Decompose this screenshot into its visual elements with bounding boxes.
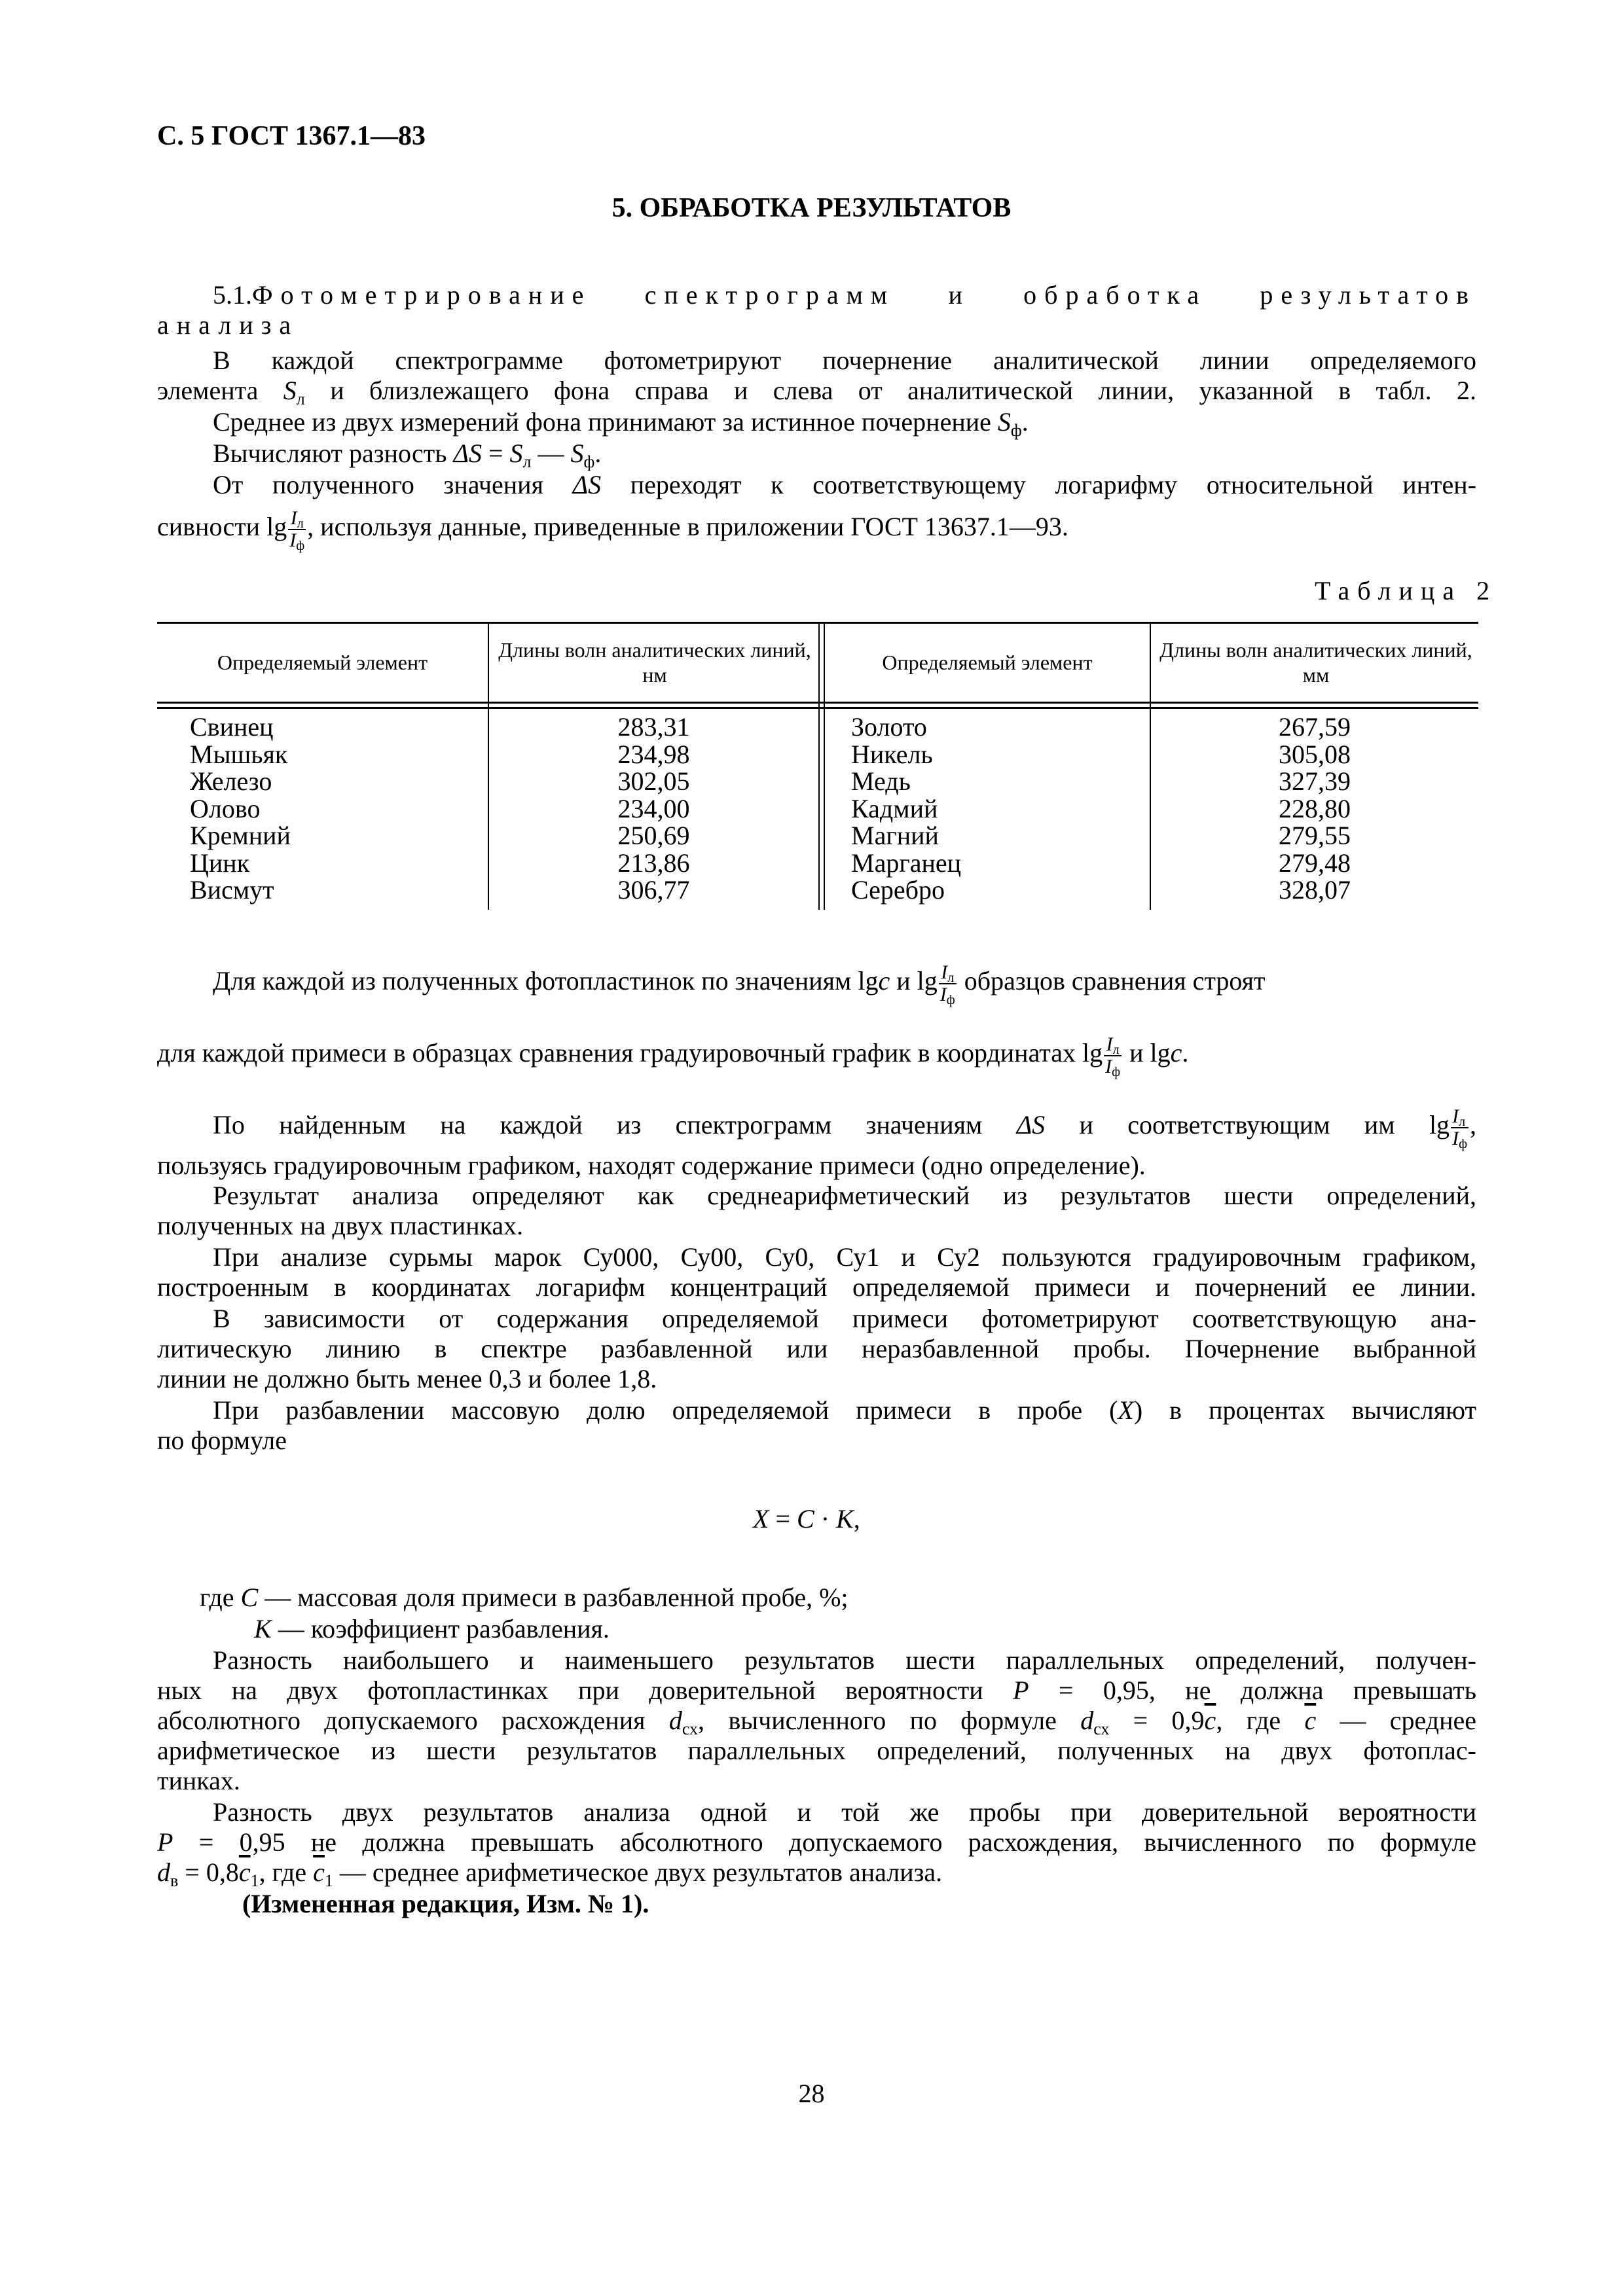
col-left-elements	[190, 713, 291, 904]
amendment-note: (Измененная редакция, Изм. № 1).	[242, 1889, 649, 1918]
para8-line2: построенным в координатах логарифм концентраций определяемой примеси и почернений ее линии.	[157, 1272, 1476, 1302]
section-title: 5. ОБРАБОТКА РЕЗУЛЬТАТОВ	[611, 193, 1012, 223]
table-caption: Таблица 2	[1315, 576, 1498, 605]
th-wavelength-left: Длины волн аналитических линий, нм	[498, 638, 811, 687]
table-cell: 228,80	[1279, 793, 1351, 823]
formula-x-ck: X = C · K,	[753, 1504, 860, 1534]
table-cell: 302,05	[617, 766, 690, 796]
running-header: С. 5 ГОСТ 1367.1—83	[157, 121, 426, 151]
table-cell: Марганец	[851, 848, 962, 878]
para12-line2: P = 0,95 не должна превышать абсолютного допускаемого расхождения, вычисленного по формуле	[157, 1827, 1476, 1857]
para1-line1: В каждой спектрограмме фотометрируют почернение аналитической линии определяемого	[213, 346, 1476, 375]
para10-line2: по формуле	[157, 1426, 287, 1455]
para2: Среднее из двух измерений фона принимают за истинное почернение $S_ф$.	[213, 407, 1029, 440]
table-vline2a	[818, 622, 820, 910]
col-left-values	[489, 713, 818, 904]
para6-line2: пользуясь градуировочным графиком, находят содержание примеси (одно определение).	[157, 1151, 1146, 1180]
fraction-il-if: $\frac{I_л}{I_ф}$	[1452, 1105, 1468, 1151]
col-right-elements	[851, 713, 961, 904]
table-cell: Магний	[851, 821, 939, 850]
para9-line3: линии не должно быть менее 0,3 и более 1,8.	[157, 1364, 657, 1393]
table-top-rule	[157, 622, 1478, 624]
para11-line4: арифметическое из шести результатов параллельных определений, полученных на двух фотоплас-	[157, 1736, 1476, 1765]
th-element-right: Определяемый элемент	[882, 651, 1093, 674]
para9-line2: литическую линию в спектре разбавленной или неразбавленной пробы. Почернение выбранной	[157, 1334, 1476, 1363]
para12-line3: $d_в = 0,8\overline{c}_1$, где $\overline{c}_1$ — среднее арифметическое двух результатов анализа.	[157, 1857, 943, 1890]
para5-line2: для каждой примеси в образцах сравнения градуировочный график в координатах lg $\frac{I_л}{I_ф}$ и lgc.	[157, 1033, 1189, 1079]
table-cell: Свинец	[190, 712, 274, 742]
para10-line1: При разбавлении массовую долю определяемой примеси в пробе (X) в процентах вычисляют	[213, 1395, 1476, 1425]
para11-line1: Разность наибольшего и наименьшего результатов шести параллельных определений, получен-	[213, 1645, 1476, 1675]
para11-line2: ных на двух фотопластинках при доверительной вероятности P = 0,95, не должна превышать	[157, 1676, 1477, 1705]
table-cell: Цинк	[190, 848, 250, 878]
table-cell: 234,00	[617, 793, 690, 823]
subsection-heading: 5.1.Фотометрирование спектрограмм и обработка результатов	[213, 280, 1477, 310]
para3: Вычисляют разность $\Delta S = S_л$ — $S_ф$.	[213, 439, 602, 471]
th-wavelength-right: Длины волн аналитических линий, мм	[1159, 638, 1472, 687]
table-cell: Мышьяк	[190, 739, 288, 769]
fraction-il-if: $\frac{I_л}{I_ф}$	[939, 961, 955, 1007]
table-cell: 305,08	[1279, 739, 1351, 769]
para8-line1: При анализе сурьмы марок Су000, Су00, Су0, Су1 и Су2 пользуются градуировочным графиком,	[213, 1242, 1476, 1272]
where-line2: K — коэффициент разбавления.	[254, 1614, 610, 1643]
fraction-il-if: $\frac{I_л}{I_ф}$	[1105, 1033, 1121, 1079]
table-header-rule2	[157, 707, 1478, 709]
para4-line1: От полученного значения ΔS переходят к соответствующему логарифму относительной интен-	[213, 470, 1477, 499]
table-cell: Медь	[851, 766, 911, 796]
th-element-left: Определяемый элемент	[217, 651, 428, 674]
table-cell: 267,59	[1279, 712, 1351, 742]
table-cell: Серебро	[851, 875, 945, 905]
subsection-heading-cont: анализа	[157, 310, 299, 340]
table-cell: Висмут	[190, 875, 274, 905]
table-cell: Никель	[851, 739, 933, 769]
table-cell: Золото	[851, 712, 927, 742]
fraction-il-if: $\frac{I_л}{I_ф}$	[289, 507, 305, 553]
table-cell: Кадмий	[851, 793, 938, 823]
para12-line1: Разность двух результатов анализа одной и той же пробы при доверительной вероятности	[213, 1797, 1476, 1827]
table-cell: Железо	[190, 766, 272, 796]
para9-line1: В зависимости от содержания определяемой примеси фотометрируют соответствующую ана-	[213, 1304, 1476, 1333]
table-cell: 283,31	[617, 712, 690, 742]
table-cell: 306,77	[617, 875, 690, 905]
para1-line2: элемента $S_л$ и близлежащего фона справа и слева от аналитической линии, указанной в табл. 2.	[157, 376, 1477, 408]
table-cell: Олово	[190, 793, 261, 823]
col-right-values	[1151, 713, 1478, 904]
para11-line5: тинках.	[157, 1766, 240, 1795]
table-cell: Кремний	[190, 821, 291, 850]
table-cell: 234,98	[617, 739, 690, 769]
table-cell: 250,69	[617, 821, 690, 850]
table-cell: 327,39	[1279, 766, 1351, 796]
table-cell: 328,07	[1279, 875, 1351, 905]
para6-line1: По найденным на каждой из спектрограмм значениям ΔS и соответствующим им lg $\frac{I_л}{I_ф}$ ,	[213, 1105, 1477, 1151]
where-line1: где C — массовая доля примеси в разбавленной пробе, %;	[200, 1583, 848, 1612]
para7-line2: полученных на двух пластинках.	[157, 1211, 524, 1240]
para4-line2: сивности lg $\frac{I_л}{I_ф}$ , используя данные, приведенные в приложении ГОСТ 13637.1—93.	[157, 507, 1068, 553]
para11-line3: абсолютного допускаемого расхождения $d_{сх}$, вычисленного по формуле $d_{сх} = 0,9\overline{c}$, где $\overline{c}$ — среднее	[157, 1706, 1477, 1738]
table-cell: 279,48	[1279, 848, 1351, 878]
table-cell: 279,55	[1279, 821, 1351, 850]
table-header-rule1	[157, 702, 1478, 704]
page-number: 28	[798, 2079, 825, 2108]
para7-line1: Результат анализа определяют как среднеарифметический из результатов шести определений,	[213, 1181, 1476, 1210]
para5-line1: Для каждой из полученных фотопластинок по значениям lgc и lg $\frac{I_л}{I_ф}$ образцов сравнения строят	[213, 961, 1266, 1007]
table-cell: 213,86	[617, 848, 690, 878]
